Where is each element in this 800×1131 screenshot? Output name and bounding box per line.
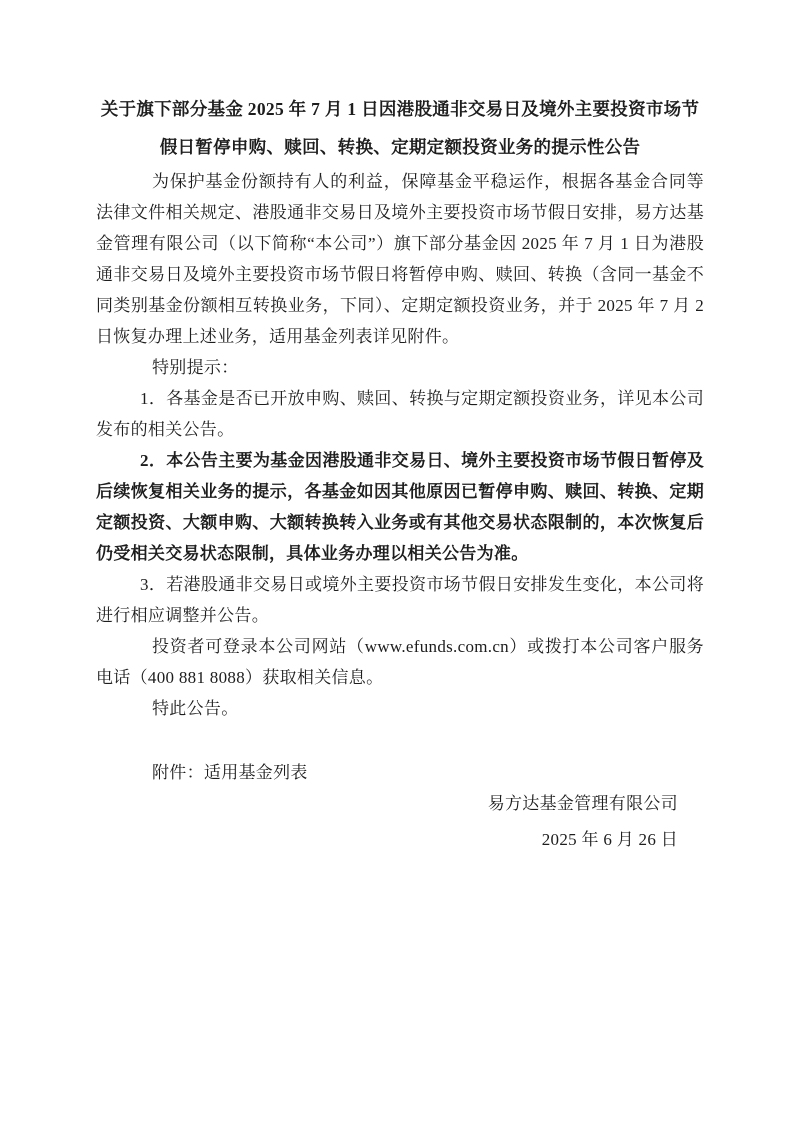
note-item-3: 3．若港股通非交易日或境外主要投资市场节假日安排发生变化，本公司将进行相应调整并公告。 — [96, 575, 704, 625]
title-line-1: 关于旗下部分基金 2025 年 7 月 1 日因港股通非交易日及境外主要投资市场节 — [100, 99, 700, 119]
special-note-heading: 特别提示： — [152, 358, 239, 377]
paragraph-intro: 为保护基金份额持有人的利益，保障基金平稳运作，根据各基金合同等法律文件相关规定、港股通非交易日及境外主要投资市场节假日安排，易方达基金管理有限公司（以下简称“本公司”）旗下部分基金因 2025 年 7 月 1 日为港股通非交易日及境外主要投资市场节假日将暂停申购、赎回、转换（含同一基金不同类别基金份额相互转换业务，下同）、定期定额投资业务，并于 2025 年 7 月 2 日恢复办理上述业务，适用基金列表详见附件。 — [96, 172, 704, 346]
note-item-1: 1．各基金是否已开放申购、赎回、转换与定期定额投资业务，详见本公司发布的相关公告。 — [96, 389, 704, 439]
title-line-2: 假日暂停申购、赎回、转换、定期定额投资业务的提示性公告 — [159, 137, 641, 157]
attachment-note: 附件：适用基金列表 — [152, 763, 308, 782]
signature-company: 易方达基金管理有限公司 — [487, 794, 678, 813]
paragraph-contact: 投资者可登录本公司网站（www.efunds.com.cn）或拨打本公司客户服务电话（400 881 8088）获取相关信息。 — [96, 637, 704, 687]
signature-date: 2025 年 6 月 26 日 — [541, 830, 678, 849]
paragraph-closing: 特此公告。 — [152, 699, 239, 718]
announcement-title — [96, 90, 704, 166]
note-item-2: 2．本公告主要为基金因港股通非交易日、境外主要投资市场节假日暂停及后续恢复相关业务的提示，各基金如因其他原因已暂停申购、赎回、转换、定期定额投资、大额申购、大额转换转入业务或有其他交易状态限制的，本次恢复后仍受相关交易状态限制，具体业务办理以相关公告为准。 — [96, 451, 704, 563]
